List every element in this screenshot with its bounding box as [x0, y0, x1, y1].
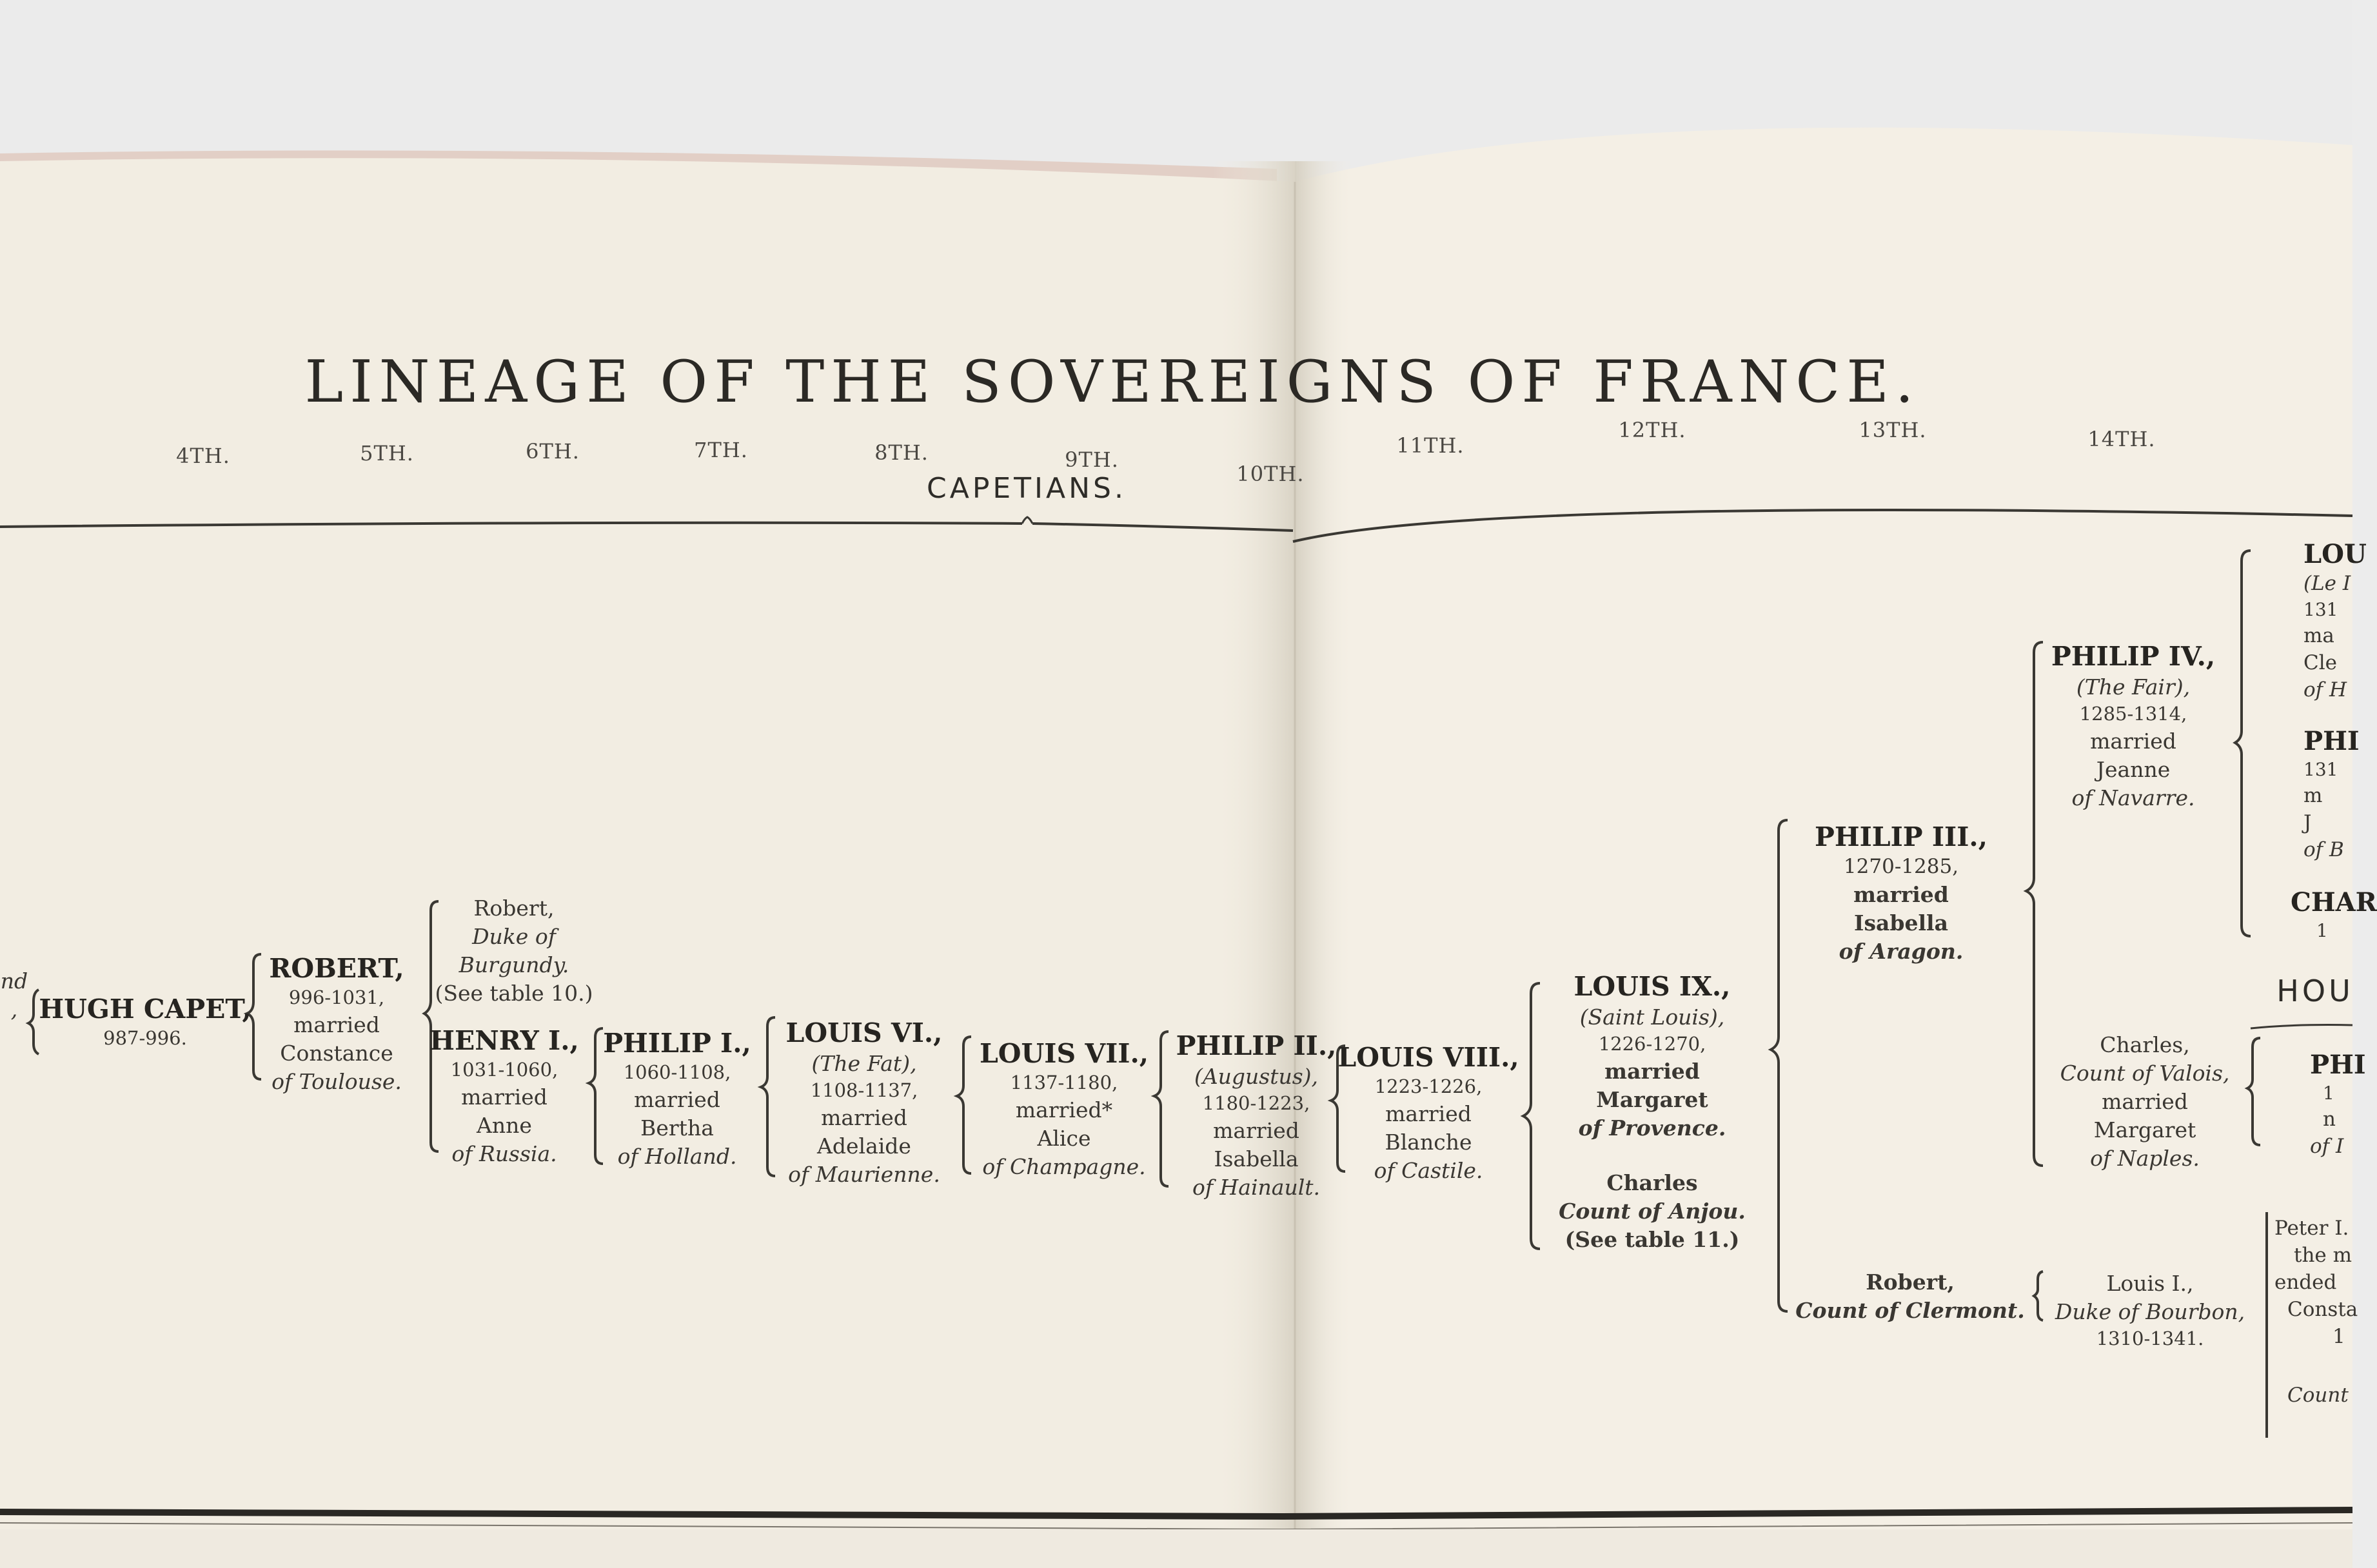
generation-label: 11TH. — [1396, 433, 1465, 458]
entry-philip-iii: PHILIP III., 1270-1285, married Isabella of Aragon. — [1815, 821, 1987, 964]
generation-label: 9TH. — [1065, 447, 1119, 472]
entry-philip-i: PHILIP I., 1060-1108, married Bertha of Holland. — [603, 1028, 751, 1169]
page-title: LINEAGE OF THE SOVEREIGNS OF FRANCE. — [304, 348, 1920, 416]
entry-philip-ii: PHILIP II., (Augustus), 1180-1223, married Isabella of Hainault. — [1176, 1030, 1337, 1200]
left-edge-fragment: nd , — [0, 968, 28, 1022]
entry-louis-bourbon: Louis I., Duke of Bourbon, 1310-1341. — [2055, 1271, 2245, 1349]
entry-charles-valois: Charles, Count of Valois, married Margaret of Naples. — [2060, 1032, 2230, 1171]
house-label: HOU — [2276, 974, 2354, 1008]
entry-robert: ROBERT, 996-1031, married Constance of Toulouse. — [269, 953, 404, 1094]
generation-label: 5TH. — [360, 441, 414, 466]
generation-label: 6TH. — [526, 439, 580, 464]
right-edge-fragment-philip-vi: PHI 1 n of I — [2310, 1050, 2366, 1158]
generation-label: 14TH. — [2087, 427, 2156, 451]
entry-robert-burgundy: Robert, Duke of Burgundy. (See table 10.) — [435, 896, 593, 1006]
entry-henry-i: HENRY I., 1031-1060, married Anne of Russia. — [429, 1025, 579, 1166]
right-edge-fragment-louis-x: LOU (Le I 131 ma Cle of H — [2303, 539, 2367, 701]
entry-louis-vi: LOUIS VI., (The Fat), 1108-1137, married Adelaide of Maurienne. — [785, 1017, 943, 1187]
generation-label: 7TH. — [694, 438, 748, 462]
right-edge-fragment-peter-i: Peter I. the m ended Consta 1 Count — [2274, 1217, 2358, 1407]
entry-hugh-capet: HUGH CAPET, 987-996. — [39, 994, 252, 1049]
dynasty-label: CAPETIANS. — [927, 472, 1127, 505]
right-edge-fragment-philip-v: PHI 131 m J of B — [2303, 726, 2360, 861]
generation-label: 13TH. — [1859, 418, 1927, 442]
generation-label: 8TH. — [874, 440, 929, 465]
entry-louis-vii: LOUIS VII., 1137-1180, married* Alice of Champagne. — [979, 1038, 1149, 1179]
entry-louis-viii: LOUIS VIII., 1223-1226, married Blanche of Castile. — [1337, 1042, 1519, 1183]
right-edge-fragment-charles-iv: CHAR 1 — [2291, 887, 2377, 941]
entry-robert-clermont: Robert, Count of Clermont. — [1795, 1269, 2025, 1323]
entry-louis-ix: LOUIS IX., (Saint Louis), 1226-1270, married Margaret of Provence. — [1573, 971, 1731, 1141]
generation-label: 12TH. — [1618, 418, 1686, 442]
generation-label: 4TH. — [176, 444, 230, 468]
entry-philip-iv: PHILIP IV., (The Fair), 1285-1314, married Jeanne of Navarre. — [2051, 641, 2216, 810]
generation-label: 10TH. — [1236, 462, 1305, 486]
entry-charles-anjou: Charles Count of Anjou. (See table 11.) — [1559, 1170, 1746, 1252]
